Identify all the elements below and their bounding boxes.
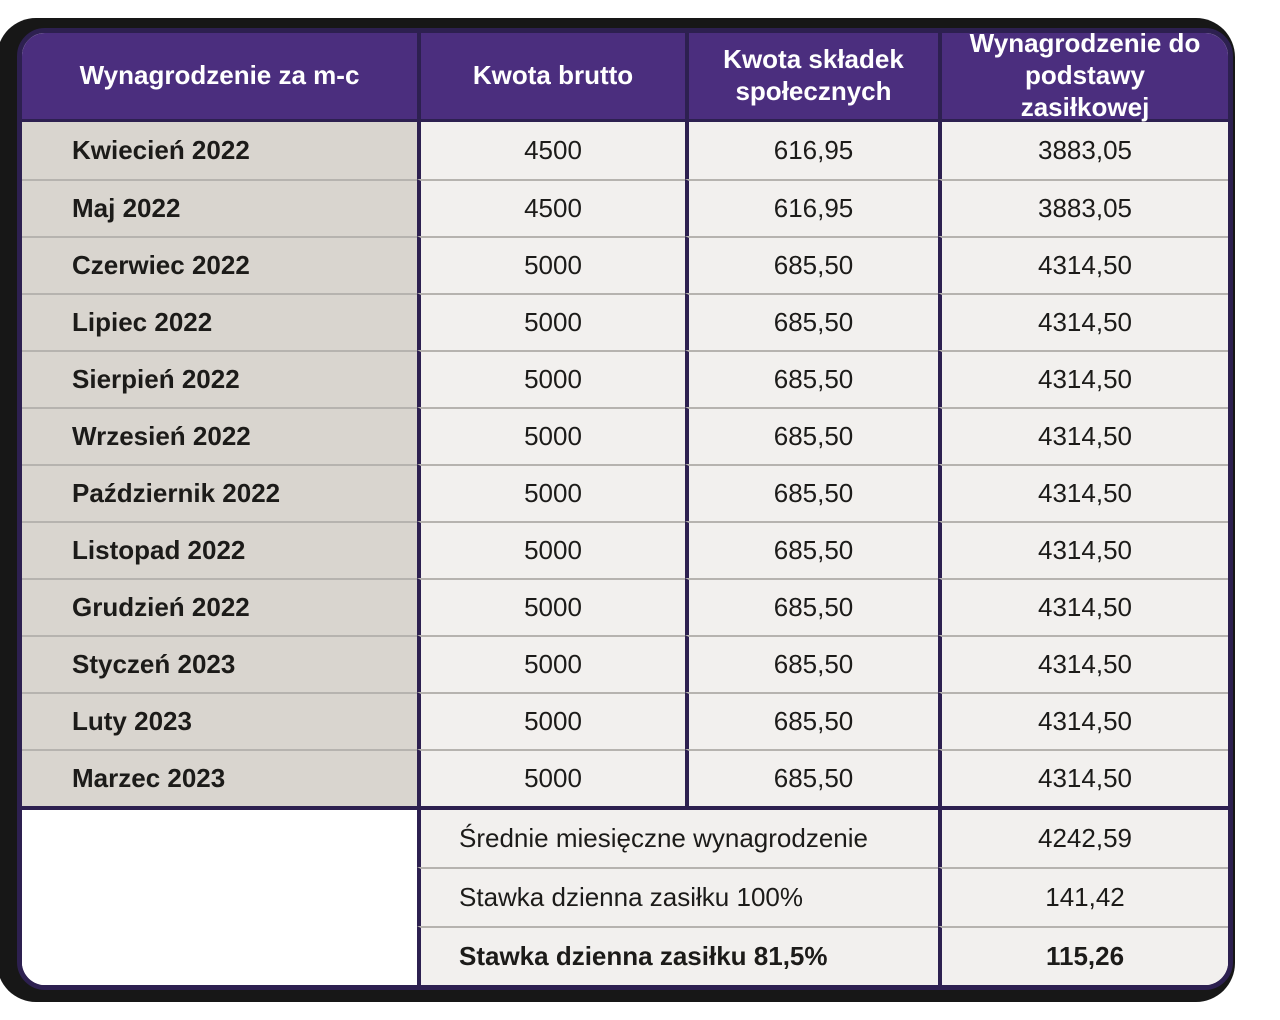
table-row [22,521,1228,578]
summary-label: Średnie miesięczne wynagrodzenie [417,810,938,867]
gross-cell: 5000 [417,464,685,521]
month-cell: Styczeń 2023 [22,635,417,692]
summary-value: 4242,59 [938,810,1228,867]
table-row [22,692,1228,749]
month-cell: Maj 2022 [22,179,417,236]
gross-cell: 5000 [417,293,685,350]
summary-label: Stawka dzienna zasiłku 81,5% [417,926,938,985]
header-cell-contributions: Kwota składek społecznych [685,33,938,119]
benefit-base-cell: 4314,50 [938,635,1228,692]
benefit-base-cell: 4314,50 [938,407,1228,464]
contributions-cell: 685,50 [685,749,938,806]
contributions-cell: 685,50 [685,464,938,521]
gross-cell: 4500 [417,122,685,179]
table-row [22,350,1228,407]
summary-row-daily-81-5 [22,926,1228,985]
contributions-cell: 685,50 [685,635,938,692]
table-row [22,122,1228,179]
month-cell: Marzec 2023 [22,749,417,806]
month-cell: Sierpień 2022 [22,350,417,407]
header-cell-gross: Kwota brutto [417,33,685,119]
table-row [22,578,1228,635]
contributions-cell: 685,50 [685,407,938,464]
benefit-base-cell: 3883,05 [938,122,1228,179]
table-row [22,407,1228,464]
contributions-cell: 685,50 [685,521,938,578]
month-cell: Październik 2022 [22,464,417,521]
benefit-base-cell: 4314,50 [938,692,1228,749]
gross-cell: 4500 [417,179,685,236]
summary-empty-cell [22,926,417,985]
contributions-cell: 685,50 [685,692,938,749]
summary-value: 115,26 [938,926,1228,985]
benefit-base-cell: 4314,50 [938,350,1228,407]
table-row [22,179,1228,236]
gross-cell: 5000 [417,236,685,293]
month-cell: Czerwiec 2022 [22,236,417,293]
month-cell: Kwiecień 2022 [22,122,417,179]
contributions-cell: 685,50 [685,350,938,407]
gross-cell: 5000 [417,692,685,749]
gross-cell: 5000 [417,521,685,578]
month-cell: Grudzień 2022 [22,578,417,635]
summary-empty-cell [22,810,417,867]
benefit-base-cell: 4314,50 [938,293,1228,350]
summary-row-daily-100 [22,867,1228,926]
header-cell-benefit-base: Wynagrodzenie do podstawy zasiłkowej [938,33,1228,119]
contributions-cell: 685,50 [685,578,938,635]
contributions-cell: 616,95 [685,122,938,179]
summary-label: Stawka dzienna zasiłku 100% [417,867,938,926]
month-cell: Wrzesień 2022 [22,407,417,464]
summary-value: 141,42 [938,867,1228,926]
benefit-base-cell: 4314,50 [938,521,1228,578]
table-header-row [22,28,1228,122]
benefit-base-cell: 3883,05 [938,179,1228,236]
header-cell-month: Wynagrodzenie za m-c [79,60,360,91]
contributions-cell: 685,50 [685,293,938,350]
month-cell: Lipiec 2022 [22,293,417,350]
gross-cell: 5000 [417,635,685,692]
gross-cell: 5000 [417,578,685,635]
table-row [22,464,1228,521]
month-cell: Luty 2023 [22,692,417,749]
benefit-base-cell: 4314,50 [938,578,1228,635]
summary-row-average [22,810,1228,867]
contributions-cell: 685,50 [685,236,938,293]
salary-table [17,28,1233,990]
gross-cell: 5000 [417,749,685,806]
contributions-cell: 616,95 [685,179,938,236]
gross-cell: 5000 [417,350,685,407]
table-row [22,749,1228,806]
summary-empty-cell [22,867,417,926]
table-body [22,122,1228,806]
benefit-base-cell: 4314,50 [938,236,1228,293]
benefit-base-cell: 4314,50 [938,464,1228,521]
table-row [22,236,1228,293]
table-row [22,635,1228,692]
benefit-base-cell: 4314,50 [938,749,1228,806]
month-cell: Listopad 2022 [22,521,417,578]
table-summary [22,806,1228,985]
table-row [22,293,1228,350]
gross-cell: 5000 [417,407,685,464]
